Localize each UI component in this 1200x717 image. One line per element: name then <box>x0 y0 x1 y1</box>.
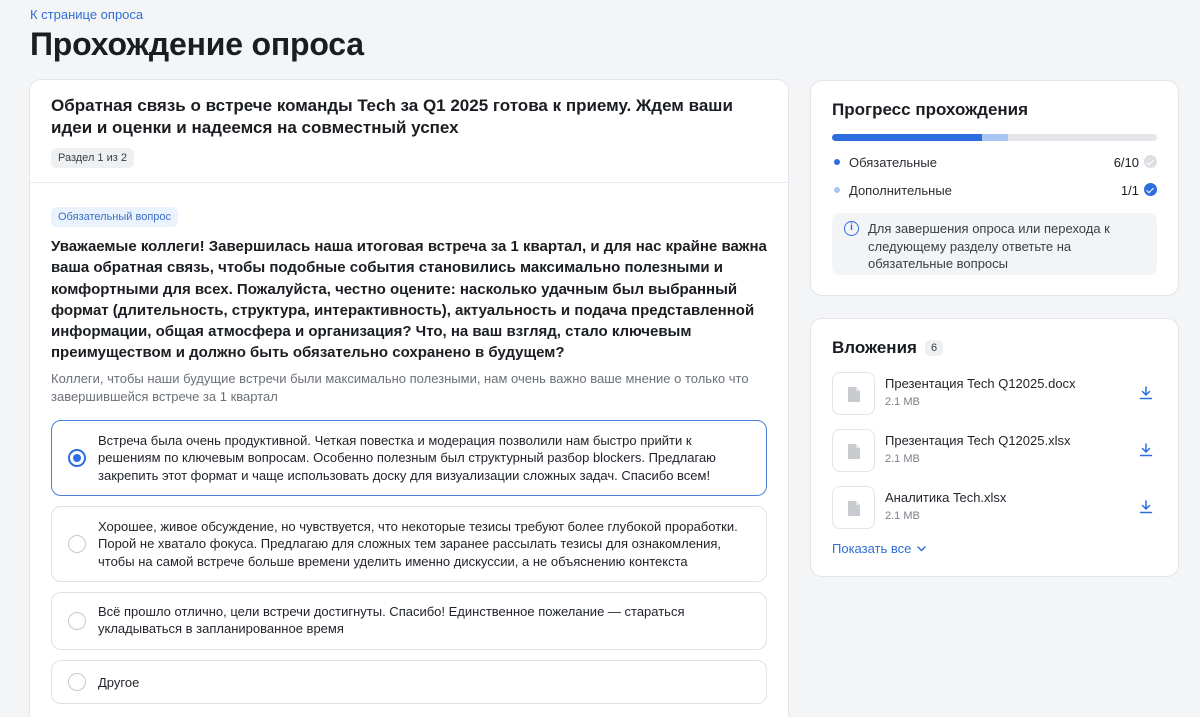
show-all-label: Показать все <box>832 541 912 556</box>
check-circle-icon <box>1144 155 1157 168</box>
answer-option-other[interactable] <box>51 660 767 704</box>
show-all-attachments-link[interactable] <box>832 541 926 556</box>
download-icon[interactable] <box>1139 443 1153 457</box>
file-thumbnail <box>832 372 875 415</box>
radio-button[interactable] <box>68 612 86 630</box>
file-icon <box>847 500 861 517</box>
answer-option-3[interactable] <box>51 592 767 650</box>
optional-dot-icon <box>834 187 840 193</box>
progress-bar <box>832 134 1157 141</box>
answer-option-label: Встреча была очень продуктивной. Четкая повестка и модерация позволили нам быстро прийти к решениям по ключевым вопросам. Особенно полезным был структурный разбор blockers. Предлагаю закрепить этот формат и чаще использовать доску для визуализации сложных задач. Спасибо всем! <box>98 432 716 483</box>
progress-row-required <box>832 155 1157 169</box>
info-notice <box>832 213 1157 275</box>
radio-button[interactable] <box>68 535 86 553</box>
file-icon <box>847 386 861 403</box>
radio-button[interactable] <box>68 673 86 691</box>
file-thumbnail <box>832 429 875 472</box>
file-icon <box>847 443 861 460</box>
download-icon[interactable] <box>1139 386 1153 400</box>
answer-option-label: Хорошее, живое обсуждение, но чувствуется, что некоторые тезисы требуют более глубокой проработки. Порой не хватало фокуса. Предлагаю для сложных тем заранее рассылать тезисы для ознакомления, чтобы на самой встрече больше времени уделить именно дискуссии, а не объяснению контекста <box>98 518 738 569</box>
survey-card <box>29 79 789 717</box>
info-notice-text: Для завершения опроса или перехода к следующему разделу ответьте на обязательные вопросы <box>868 221 1110 271</box>
radio-button[interactable] <box>68 449 86 467</box>
progress-bar-required-fill <box>832 134 982 141</box>
file-thumbnail <box>832 486 875 529</box>
file-name[interactable]: Презентация Tech Q12025.xlsx <box>885 433 1071 448</box>
section-badge: Раздел 1 из 2 <box>51 148 134 168</box>
progress-row-optional <box>832 183 1157 197</box>
answer-option-label: Другое <box>98 674 140 690</box>
attachments-title: Вложения <box>832 338 917 357</box>
progress-card <box>810 80 1179 296</box>
back-to-survey-link[interactable]: К странице опроса <box>30 7 144 22</box>
file-size: 2.1 MB <box>885 396 920 408</box>
attachment-item[interactable] <box>832 429 1157 472</box>
check-circle-filled-icon <box>1144 183 1157 196</box>
attachments-card <box>810 318 1179 577</box>
question-text: Уважаемые коллеги! Завершилась наша итоговая встреча за 1 квартал, и для нас крайне важна ваша обратная связь, чтобы подобные события становились максимально полезными и комфортными для всех. Пожалуйста, честно оцените: насколько удачным был выбранный формат (длительность, структура, интерактивность), актуальность и подача представленной информации, общая атмосфера и организация? Что, на ваш взгляд, стало ключевым преимуществом и должно быть обязательно сохранено в будущем? <box>51 238 767 362</box>
survey-header <box>30 80 788 183</box>
progress-optional-count: 1/1 <box>1120 183 1139 198</box>
page-title: Прохождение опроса <box>30 26 364 62</box>
progress-bar-optional-fill <box>982 134 1008 141</box>
file-size: 2.1 MB <box>885 510 920 522</box>
download-icon[interactable] <box>1139 500 1153 514</box>
file-name[interactable]: Презентация Tech Q12025.docx <box>885 376 1076 391</box>
progress-required-count: 6/10 <box>1113 155 1139 170</box>
attachments-header <box>832 338 1157 358</box>
survey-title: Обратная связь о встрече команды Tech за Q1 2025 готова к приему. Ждем ваши идеи и оценки и надеемся на совместный успех <box>51 96 733 137</box>
chevron-down-icon <box>917 546 926 552</box>
required-dot-icon <box>834 159 840 165</box>
required-question-badge: Обязательный вопрос <box>51 207 178 227</box>
answer-option-2[interactable] <box>51 506 767 582</box>
attachments-count-badge: 6 <box>925 340 943 356</box>
attachment-item[interactable] <box>832 486 1157 529</box>
file-name[interactable]: Аналитика Tech.xlsx <box>885 490 1007 505</box>
answer-option-label: Всё прошло отлично, цели встречи достигнуты. Спасибо! Единственное пожелание — стараться укладываться в запланированное время <box>98 603 685 637</box>
answer-options <box>51 420 767 704</box>
progress-required-label: Обязательные <box>849 155 937 170</box>
question-hint: Коллеги, чтобы наши будущие встречи были максимально полезными, нам очень важно ваше мнение о только что завершившейся встрече за 1 квартал <box>51 370 749 404</box>
file-size: 2.1 MB <box>885 453 920 465</box>
info-icon: i <box>844 221 859 236</box>
attachment-item[interactable] <box>832 372 1157 415</box>
progress-optional-label: Дополнительные <box>849 183 952 198</box>
answer-option-1[interactable] <box>51 420 767 496</box>
progress-title: Прогресс прохождения <box>832 100 1029 119</box>
question-block <box>30 183 788 704</box>
